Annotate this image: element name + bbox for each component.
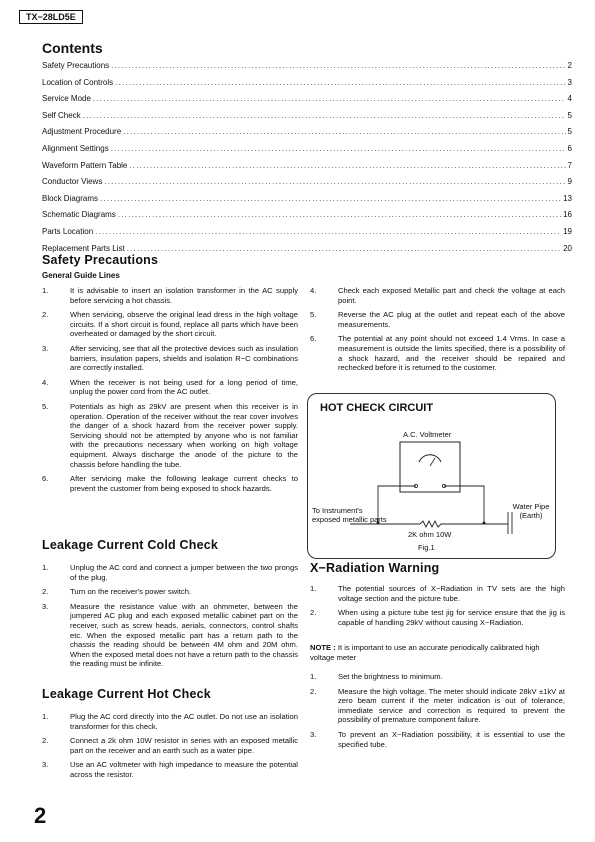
list-item xyxy=(42,344,298,373)
toc-entry[interactable] xyxy=(42,194,572,211)
toc-page: 3 xyxy=(567,77,572,87)
toc-page: 20 xyxy=(563,243,572,253)
voltmeter-needle xyxy=(430,458,435,466)
list-item xyxy=(310,286,565,305)
list-item xyxy=(42,310,298,339)
item-number: 1. xyxy=(310,672,317,681)
model-label: TX−28LD5E xyxy=(19,10,83,24)
item-text: Reverse the AC plug at the outlet and repeat each of the above measurements. xyxy=(338,310,565,329)
toc-entry[interactable] xyxy=(42,227,572,244)
toc-page: 19 xyxy=(563,226,572,236)
note-label: NOTE : xyxy=(310,643,336,652)
lead-right xyxy=(444,486,484,522)
voltmeter-label: A.C. Voltmeter xyxy=(403,430,452,439)
hot-check-circuit-figure xyxy=(307,393,556,559)
list-item xyxy=(310,672,565,682)
item-number: 1. xyxy=(42,563,49,572)
toc-label: Waveform Pattern Table xyxy=(42,160,128,170)
toc-page: 9 xyxy=(567,177,572,187)
item-number: 6. xyxy=(42,474,49,484)
list-item xyxy=(42,378,298,397)
item-text: Check each exposed Metallic part and check the voltage at each point. xyxy=(338,286,565,305)
item-text: When using a picture tube test jig for service ensure that the jig is capable of handling 29kV without causing X−Radiation. xyxy=(338,608,565,627)
item-text: When servicing, observe the original lead dress in the high voltage circuits. If a short circuit is found, replace all parts which have been overheated or damaged by the short circuit. xyxy=(70,310,298,339)
item-text: When the receiver is not being used for a long period of time, unplug the power cord from the AC outlet. xyxy=(70,377,298,397)
item-number: 1. xyxy=(42,286,49,295)
xray-steps-list xyxy=(310,672,565,754)
list-item xyxy=(42,760,298,779)
list-item xyxy=(310,334,565,372)
safety-heading: Safety Precautions xyxy=(42,253,159,267)
safety-list-continued xyxy=(310,286,565,378)
toc-page: 5 xyxy=(567,110,572,120)
item-text: It is advisable to insert an isolation transformer in the AC supply before servicing a hot chassis. xyxy=(70,286,298,305)
list-item xyxy=(42,563,298,582)
toc-label: Location of Controls xyxy=(42,77,114,87)
list-item xyxy=(42,286,298,305)
item-number: 3. xyxy=(310,729,317,739)
item-text: Use an AC voltmeter with high impedance to measure the potential across the resistor. xyxy=(70,760,298,779)
xray-list xyxy=(310,584,565,632)
toc-leader xyxy=(129,161,565,170)
toc-leader xyxy=(93,94,566,103)
hot-check-heading: Leakage Current Hot Check xyxy=(42,687,211,701)
item-text: Connect a 2k ohm 10W resistor in series with an exposed metallic part on the receiver and an earth such as a water pipe. xyxy=(70,736,298,755)
toc-leader xyxy=(127,244,561,253)
item-text: Plug the AC cord directly into the AC outlet. Do not use an isolation transformer for this check. xyxy=(70,712,298,731)
resistor-label: 2K ohm 10W xyxy=(408,530,452,539)
toc-label: Schematic Diagrams xyxy=(42,210,116,220)
toc-leader xyxy=(123,127,565,136)
item-text: Unplug the AC cord and connect a jumper between the two prongs of the plug. xyxy=(70,563,298,582)
list-item xyxy=(42,474,298,493)
toc-page: 16 xyxy=(563,210,572,220)
item-text: Turn on the receiver's power switch. xyxy=(70,587,192,597)
toc-leader xyxy=(111,61,565,70)
toc-page: 6 xyxy=(567,143,572,153)
item-number: 6. xyxy=(310,334,317,344)
item-number: 3. xyxy=(42,601,49,611)
toc-entry[interactable] xyxy=(42,61,572,78)
toc-label: Safety Precautions xyxy=(42,61,110,70)
toc-label: Block Diagrams xyxy=(42,193,99,203)
toc-leader xyxy=(115,78,565,87)
item-number: 5. xyxy=(42,401,49,411)
item-number: 3. xyxy=(42,760,49,770)
page-number: 2 xyxy=(34,803,47,828)
item-number: 2. xyxy=(42,310,49,320)
toc-leader xyxy=(104,177,565,186)
list-item xyxy=(310,310,565,329)
list-item xyxy=(310,687,565,725)
item-text: The potential at any point should not exceed 1.4 Vrms. In case a measurement is outside the limits specified, there is a possibility of a shock hazard, and the receiver should be repaired and rechecked before it is returned to the customer. xyxy=(338,334,565,373)
item-number: 4. xyxy=(310,286,317,295)
toc-entry[interactable] xyxy=(42,161,572,178)
toc-leader xyxy=(95,227,561,236)
toc-entry[interactable] xyxy=(42,127,572,144)
item-number: 2. xyxy=(310,686,317,696)
toc-label: Adjustment Procedure xyxy=(42,127,122,137)
toc-page: 2 xyxy=(567,61,572,70)
contents-heading: Contents xyxy=(42,40,103,56)
item-text: Measure the high voltage. The meter should indicate 28kV ±1kV at zero beam current if the meter indication is out of tolerance, immediate service and correction is required to prevent the possibility of premature component failure. xyxy=(338,686,565,725)
toc-page: 4 xyxy=(567,94,572,104)
item-number: 2. xyxy=(42,736,49,746)
toc-label: Replacement Parts List xyxy=(42,243,125,253)
toc-entry[interactable] xyxy=(42,144,572,161)
toc-entry[interactable] xyxy=(42,94,572,111)
toc-page: 13 xyxy=(563,193,572,203)
toc-entry[interactable] xyxy=(42,177,572,194)
item-text: To prevent an X−Radiation possibility, it is essential to use the specified tube. xyxy=(338,729,565,749)
resistor-symbol xyxy=(420,521,441,527)
list-item xyxy=(42,602,298,669)
table-of-contents xyxy=(42,61,572,260)
toc-leader xyxy=(118,210,561,219)
note-text: It is important to use an accurate periodically calibrated high voltage meter xyxy=(310,643,540,662)
voltmeter-dial xyxy=(419,455,441,462)
guide-lines-subheading: General Guide Lines xyxy=(42,271,120,280)
toc-label: Parts Location xyxy=(42,226,94,236)
item-number: 1. xyxy=(310,584,317,593)
toc-leader xyxy=(111,144,566,153)
list-item xyxy=(42,736,298,755)
xray-note xyxy=(310,643,565,662)
item-number: 3. xyxy=(42,343,49,353)
toc-page: 7 xyxy=(567,160,572,170)
voltmeter-body xyxy=(400,442,460,492)
hot-check-list xyxy=(42,712,298,785)
water-pipe-label: Water Pipe (Earth) xyxy=(512,502,550,520)
toc-label: Self Check xyxy=(42,110,81,120)
toc-leader xyxy=(83,111,566,120)
xray-heading: X−Radiation Warning xyxy=(310,561,440,575)
instrument-label: To Instrument's exposed metallic parts xyxy=(312,506,387,524)
item-text: After servicing, see that all the protective devices such as insulation barriers, insulation papers, shields and isolation R−C combinations are correctly installed. xyxy=(70,343,298,373)
toc-entry[interactable] xyxy=(42,78,572,95)
item-number: 4. xyxy=(42,377,49,387)
circuit-title: HOT CHECK CIRCUIT xyxy=(320,402,434,414)
item-text: The potential sources of X−Radiation in TV sets are the high voltage section and the picture tube. xyxy=(338,584,565,603)
item-number: 2. xyxy=(42,587,49,597)
list-item xyxy=(42,712,298,731)
figure-caption: Fig.1 xyxy=(418,543,435,552)
item-text: Set the brightness to minimum. xyxy=(338,672,443,681)
toc-label: Alignment Settings xyxy=(42,143,109,153)
item-number: 2. xyxy=(310,608,317,618)
toc-label: Service Mode xyxy=(42,94,91,104)
list-item xyxy=(310,584,565,603)
item-number: 1. xyxy=(42,712,49,721)
list-item xyxy=(310,608,565,627)
safety-list xyxy=(42,286,298,498)
cold-check-list xyxy=(42,563,298,674)
toc-page: 5 xyxy=(567,127,572,137)
toc-entry[interactable] xyxy=(42,210,572,227)
list-item xyxy=(42,402,298,469)
item-text: After servicing make the following leakage current checks to prevent the customer from being exposed to shock hazards. xyxy=(70,474,298,493)
list-item xyxy=(42,587,298,597)
toc-entry[interactable] xyxy=(42,111,572,128)
toc-leader xyxy=(100,194,561,203)
item-number: 5. xyxy=(310,310,317,320)
list-item xyxy=(310,730,565,749)
item-text: Measure the resistance value with an ohmmeter, between the jumpered AC plug and each exposed metallic cabinet part on the receiver, such as screw heads, aerials, connectors, control shafts etc. When the exposed metallic part has a return path to the chassis the reading should be between 4M ohm and 20M ohm. When the exposed metal does not have a return path to the chassis the reading must be infinite. xyxy=(70,601,298,669)
cold-check-heading: Leakage Current Cold Check xyxy=(42,538,219,552)
toc-label: Conductor Views xyxy=(42,177,103,187)
item-text: Potentials as high as 29kV are present when this receiver is in operation. Operation of the receiver without the rear cover involves the danger of a shock hazard from the receiver power supply. Servicing should not be attempted by anyone who is not familiar with the precautions necessary when working on high voltage equipment. Always discharge the anode of the picture to the chassis before handling the tube. xyxy=(70,401,298,469)
